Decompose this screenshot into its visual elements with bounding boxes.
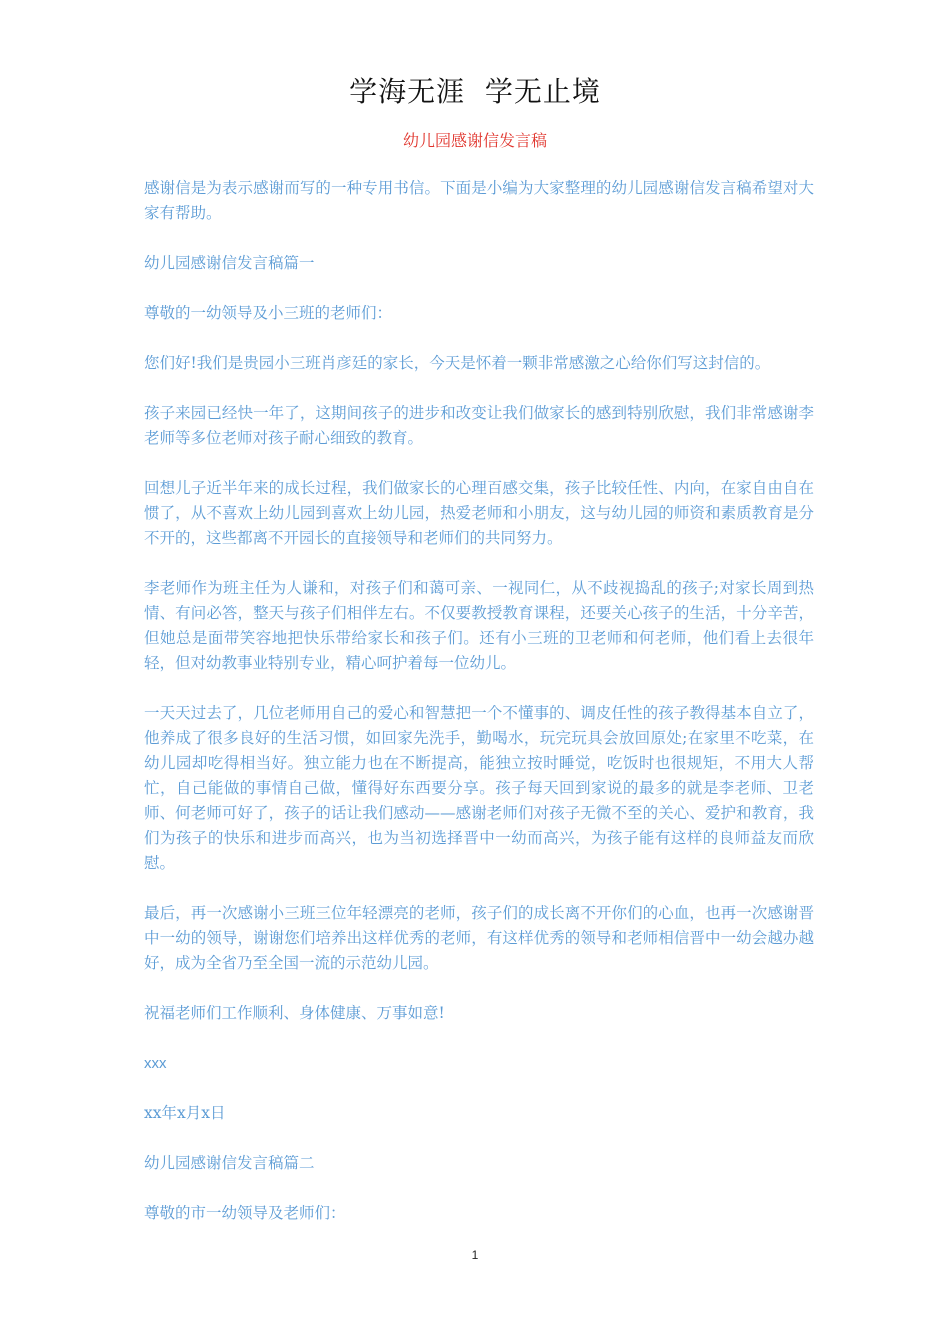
body-paragraph: 回想儿子近半年来的成长过程，我们做家长的心理百感交集，孩子比较任性、内向，在家自由自在惯了，从不喜欢上幼儿园到喜欢上幼儿园，热爱老师和小朋友，这与幼儿园的师资和素质教育是分不开的，这些都离不开园长的直接领导和老师们的共同努力。	[144, 479, 814, 547]
date-line: xx年x月x日	[144, 1104, 226, 1122]
intro-paragraph: 感谢信是为表示感谢而写的一种专用书信。下面是小编为大家整理的幼儿园感谢信发言稿希望对大家有帮助。	[144, 179, 814, 222]
header-motto: 学海无涯 学无止境	[349, 75, 601, 108]
body-paragraph: 一天天过去了，几位老师用自己的爱心和智慧把一个不懂事的、调皮任性的孩子教得基本自立了，他养成了很多良好的生活习惯，如回家先洗手，勤喝水，玩完玩具会放回原处;在家里不吃菜，在幼儿园却吃得相当好。独立能力也在不断提高，能独立按时睡觉，吃饭时也很规矩，不用大人帮忙，自己能做的事情自己做，懂得好东西要分享。孩子每天回到家说的最多的就是李老师、卫老师、何老师可好了，孩子的话让我们感动——感谢老师们对孩子无微不至的关心、爱护和教育，我们为孩子的快乐和进步而高兴，也为当初选择晋中一幼而高兴，为孩子能有这样的良师益友而欣慰。	[144, 704, 814, 872]
page-number: 1	[471, 1248, 479, 1262]
document-body	[144, 176, 814, 1251]
document-title: 幼儿园感谢信发言稿	[402, 131, 547, 150]
signature: xxx	[144, 1055, 167, 1072]
section-heading-2: 幼儿园感谢信发言稿篇二	[144, 1154, 315, 1172]
section-heading-1: 幼儿园感谢信发言稿篇一	[144, 254, 315, 272]
closing-wishes: 祝福老师们工作顺利、身体健康、万事如意!	[144, 1004, 445, 1022]
body-paragraph: 孩子来园已经快一年了，这期间孩子的进步和改变让我们做家长的感到特别欣慰，我们非常感谢李老师等多位老师对孩子耐心细致的教育。	[144, 404, 814, 447]
body-paragraph: 您们好!我们是贵园小三班肖彦廷的家长，今天是怀着一颗非常感激之心给你们写这封信的。	[144, 354, 771, 372]
body-paragraph: 最后，再一次感谢小三班三位年轻漂亮的老师，孩子们的成长离不开你们的心血，也再一次感谢晋中一幼的领导，谢谢您们培养出这样优秀的老师，有这样优秀的领导和老师相信晋中一幼会越办越好，成为全省乃至全国一流的示范幼儿园。	[144, 904, 814, 972]
salutation-2: 尊敬的市一幼领导及老师们：	[144, 1204, 346, 1222]
salutation-1: 尊敬的一幼领导及小三班的老师们：	[144, 304, 393, 322]
body-paragraph: 李老师作为班主任为人谦和，对孩子们和蔼可亲、一视同仁，从不歧视捣乱的孩子;对家长周到热情、有问必答，整天与孩子们相伴左右。不仅要教授教育课程，还要关心孩子的生活，十分辛苦，但她总是面带笑容地把快乐带给家长和孩子们。还有小三班的卫老师和何老师，他们看上去很年轻，但对幼教事业特别专业，精心呵护着每一位幼儿。	[144, 579, 814, 672]
